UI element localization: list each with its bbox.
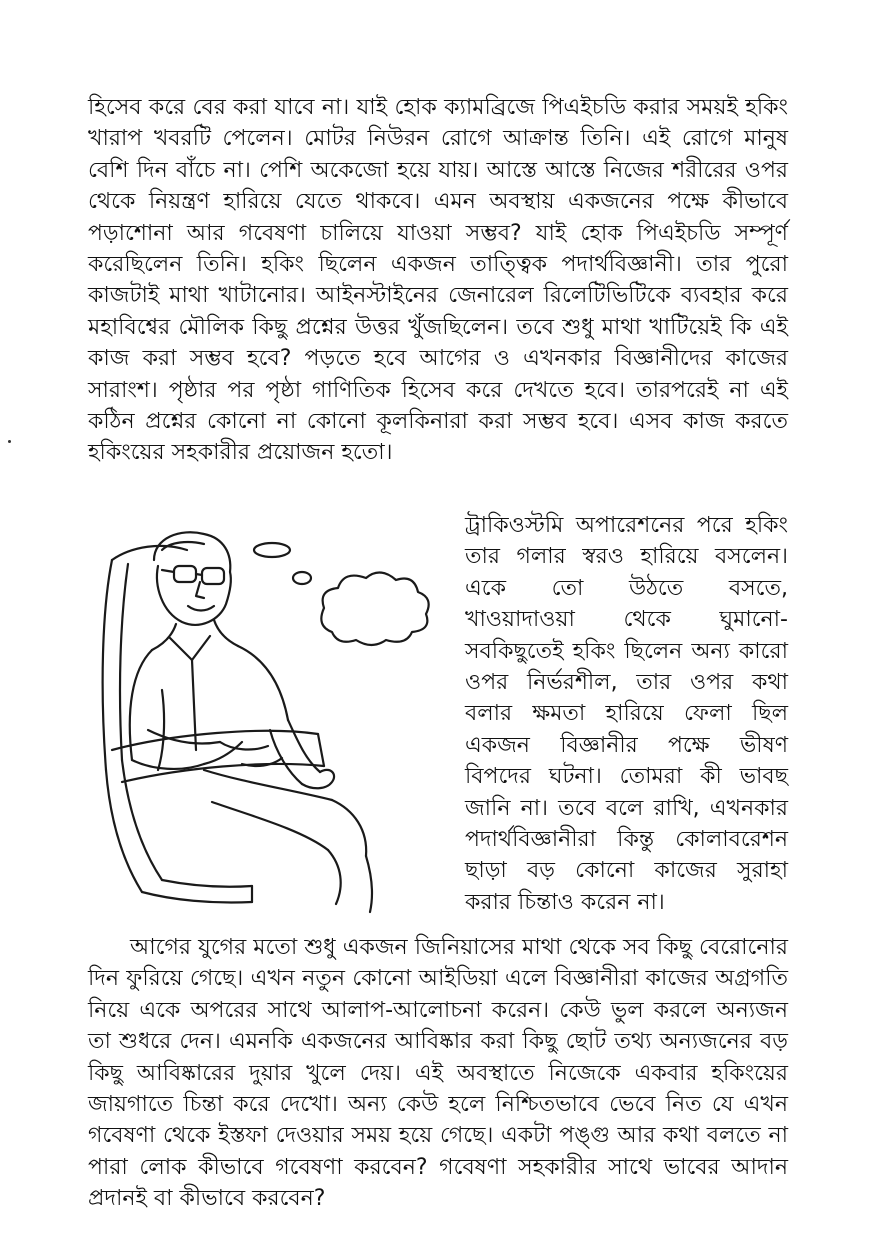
paragraph-side: ট্রাকিওস্টমি অপারেশনের পরে হকিং তার গলার স্বরও হারিয়ে বসলেন। একে তো উঠতে বসতে, খাওয়াদাওয়া থেকে ঘুমানো- সবকিছুতেই হকিং ছিলেন অন্য কারো ওপর নির্ভরশীল, তার ওপর কথা বলার ক্ষমতা হারিয়ে ফেলা ছিল একজন বিজ্ঞানীর পক্ষে ভীষণ বিপদের ঘটনা। তোমরা কী ভাবছ জানি না। তবে বলে রাখি, এখনকার পদার্থবিজ্ঞানীরা কিন্তু কোলাবরেশন ছাড়া বড় কোনো কাজের সুরাহা করার চিন্তাও করেন না। [465,513,788,915]
paragraph-top: হিসেব করে বের করা যাবে না। যাই হোক ক্যামব্রিজে পিএইচডি করার সময়ই হকিং খারাপ খবরটি পেলেন। মোটর নিউরন রোগে আক্রান্ত তিনি। এই রোগে মানুষ বেশি দিন বাঁচে না। পেশি অকেজো হয়ে যায়। আস্তে আস্তে নিজের শরীরের ওপর থেকে নিয়ন্ত্রণ হারিয়ে যেতে থাকবে। এমন অবস্থায় একজনের পক্ষে কীভাবে পড়াশোনা আর গবেষণা চালিয়ে যাওয়া সম্ভব? যাই হোক পিএইচডি সম্পূর্ণ করেছিলেন তিনি। হকিং ছিলেন একজন তাত্ত্বিক পদার্থবিজ্ঞানী। তার পুরো কাজটাই মাথা খাটানোর। আইনস্টাইনের জেনারেল রিলেটিভিটিকে ব্যবহার করে মহাবিশ্বের মৌলিক কিছু প্রশ্নের উত্তর খুঁজছিলেন। তবে শুধু মাথা খাটিয়েই কি এই কাজ করা সম্ভব হবে? পড়তে হবে আগের ও এখনকার বিজ্ঞানীদের কাজের সারাংশ। পৃষ্ঠার পর পৃষ্ঠা গাণিতিক হিসেব করে দেখতে হবে। তারপরেই না এই কঠিন প্রশ্নের কোনো না কোনো কূলকিনারা করা সম্ভব হবে। এসব কাজ করতে হকিংয়ের সহকারীর প্রয়োজন হতো। [88,95,788,466]
hawking-wheelchair-illustration-icon [92,520,457,915]
paragraph-bottom: আগের যুগের মতো শুধু একজন জিনিয়াসের মাথা থেকে সব কিছু বেরোনোর দিন ফুরিয়ে গেছে। এখন নতুন কোনো আইডিয়া এলে বিজ্ঞানীরা কাজের অগ্রগতি নিয়ে একে অপরের সাথে আলাপ-আলোচনা করেন। কেউ ভুল করলে অন্যজন তা শুধরে দেন। এমনকি একজনের আবিষ্কার করা কিছু ছোট তথ্য অন্যজনের বড় কিছু আবিষ্কারের দুয়ার খুলে দেয়। এই অবস্থাতে নিজেকে একবার হকিংয়ের জায়গাতে চিন্তা করে দেখো। অন্য কেউ হলে নিশ্চিতভাবে ভেবে নিত যে এখন গবেষণা থেকে ইস্তফা দেওয়ার সময় হয়ে গেছে। একটা পঙ্গু আর কথা বলতে না পারা লোক কীভাবে গবেষণা করবেন? গবেষণা সহকারীর সাথে ভাবের আদান প্রদানই বা কীভাবে করবেন? [88,935,788,1212]
page-speck [8,440,11,443]
